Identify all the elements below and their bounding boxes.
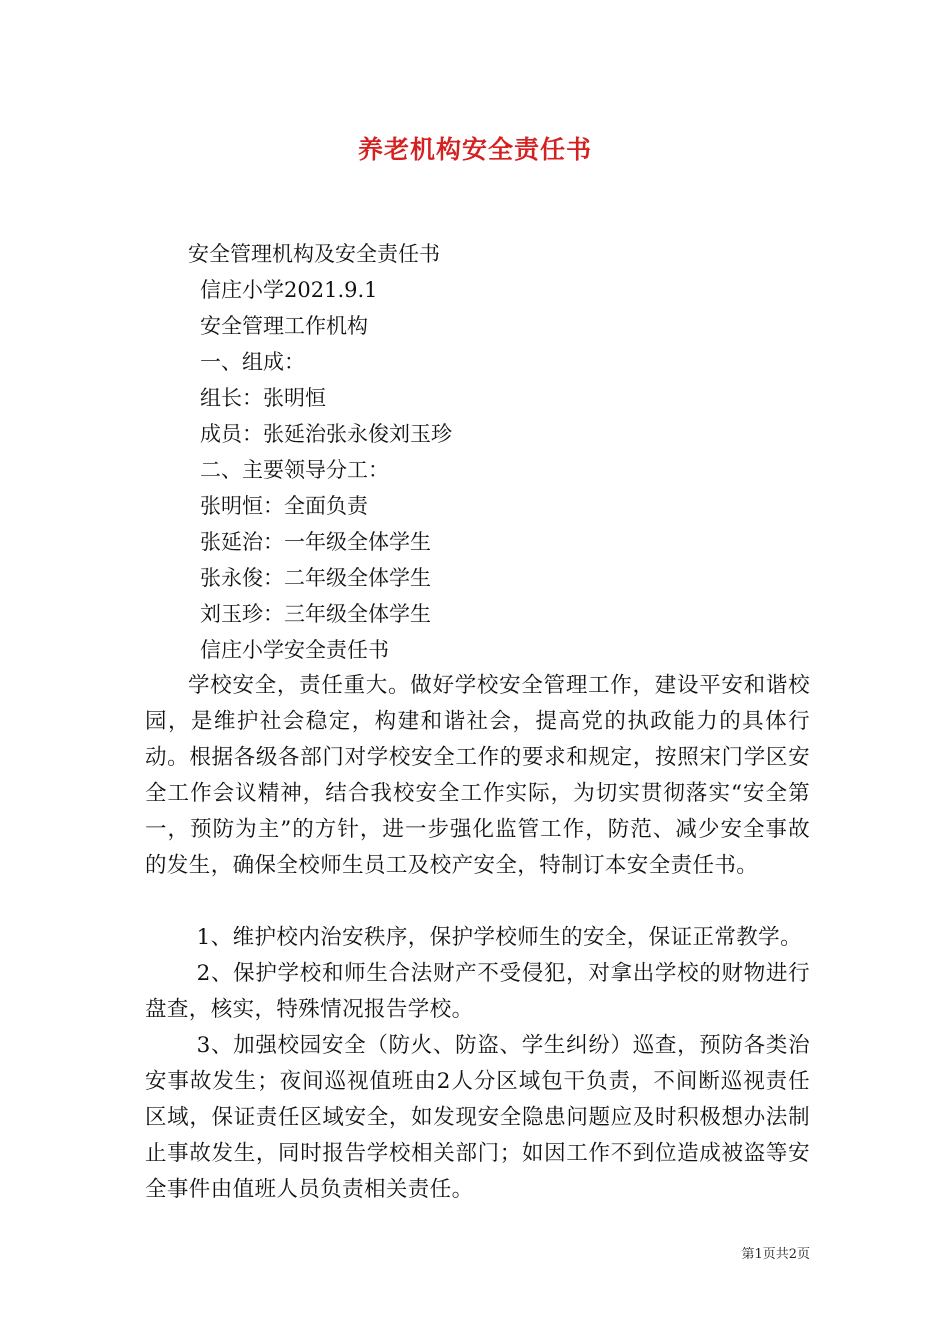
list-item: 成员：张延治张永俊刘玉珍 bbox=[200, 422, 452, 446]
body-paragraph: 3、加强校园安全（防火、防盗、学生纠纷）巡查，预防各类治安事故发生；夜间巡视值班由2人分区域包干负责，不间断巡视责任区域，保证责任区域安全，如发现安全隐患问题应及时积极想办法制止事故发生，同时报告学校相关部门；如因工作不到位造成被盗等安全事件由值班人员负责相关责任。 bbox=[145, 1033, 810, 1202]
list-item: 组长：张明恒 bbox=[200, 386, 326, 410]
body-paragraph: 2、保护学校和师生合法财产不受侵犯，对拿出学校的财物进行盘查，核实，特殊情况报告学校。 bbox=[145, 961, 810, 1022]
subtitle-line: 安全管理机构及安全责任书 bbox=[188, 242, 440, 266]
section-heading: 安全管理工作机构 bbox=[200, 314, 368, 338]
list-item: 刘玉珍：三年级全体学生 bbox=[200, 602, 431, 626]
list-item: 张永俊：二年级全体学生 bbox=[200, 566, 431, 590]
body-paragraph: 1、维护校内治安秩序，保护学校师生的安全，保证正常教学。 bbox=[196, 925, 802, 950]
page-number: 第1页共2页 bbox=[741, 1247, 810, 1262]
list-item: 一、组成： bbox=[200, 350, 305, 374]
body-paragraph: 学校安全，责任重大。做好学校安全管理工作，建设平安和谐校园，是维护社会稳定，构建和谐社会，提高党的执政能力的具体行动。根据各级各部门对学校安全工作的要求和规定，按照宋门学区安全工作会议精神，结合我校安全工作实际，为切实贯彻落实“安全第一，预防为主”的方针，进一步强化监管工作，防范、减少安全事故的发生，确保全校师生员工及校产安全，特制订本安全责任书。 bbox=[145, 673, 810, 878]
list-item: 张延治：一年级全体学生 bbox=[200, 530, 431, 554]
document-title: 养老机构安全责任书 bbox=[357, 135, 592, 164]
list-item: 张明恒：全面负责 bbox=[200, 494, 368, 518]
school-date-line: 信庄小学2021.9.1 bbox=[200, 278, 378, 302]
section-heading: 信庄小学安全责任书 bbox=[200, 638, 389, 662]
list-item: 二、主要领导分工： bbox=[200, 458, 389, 482]
